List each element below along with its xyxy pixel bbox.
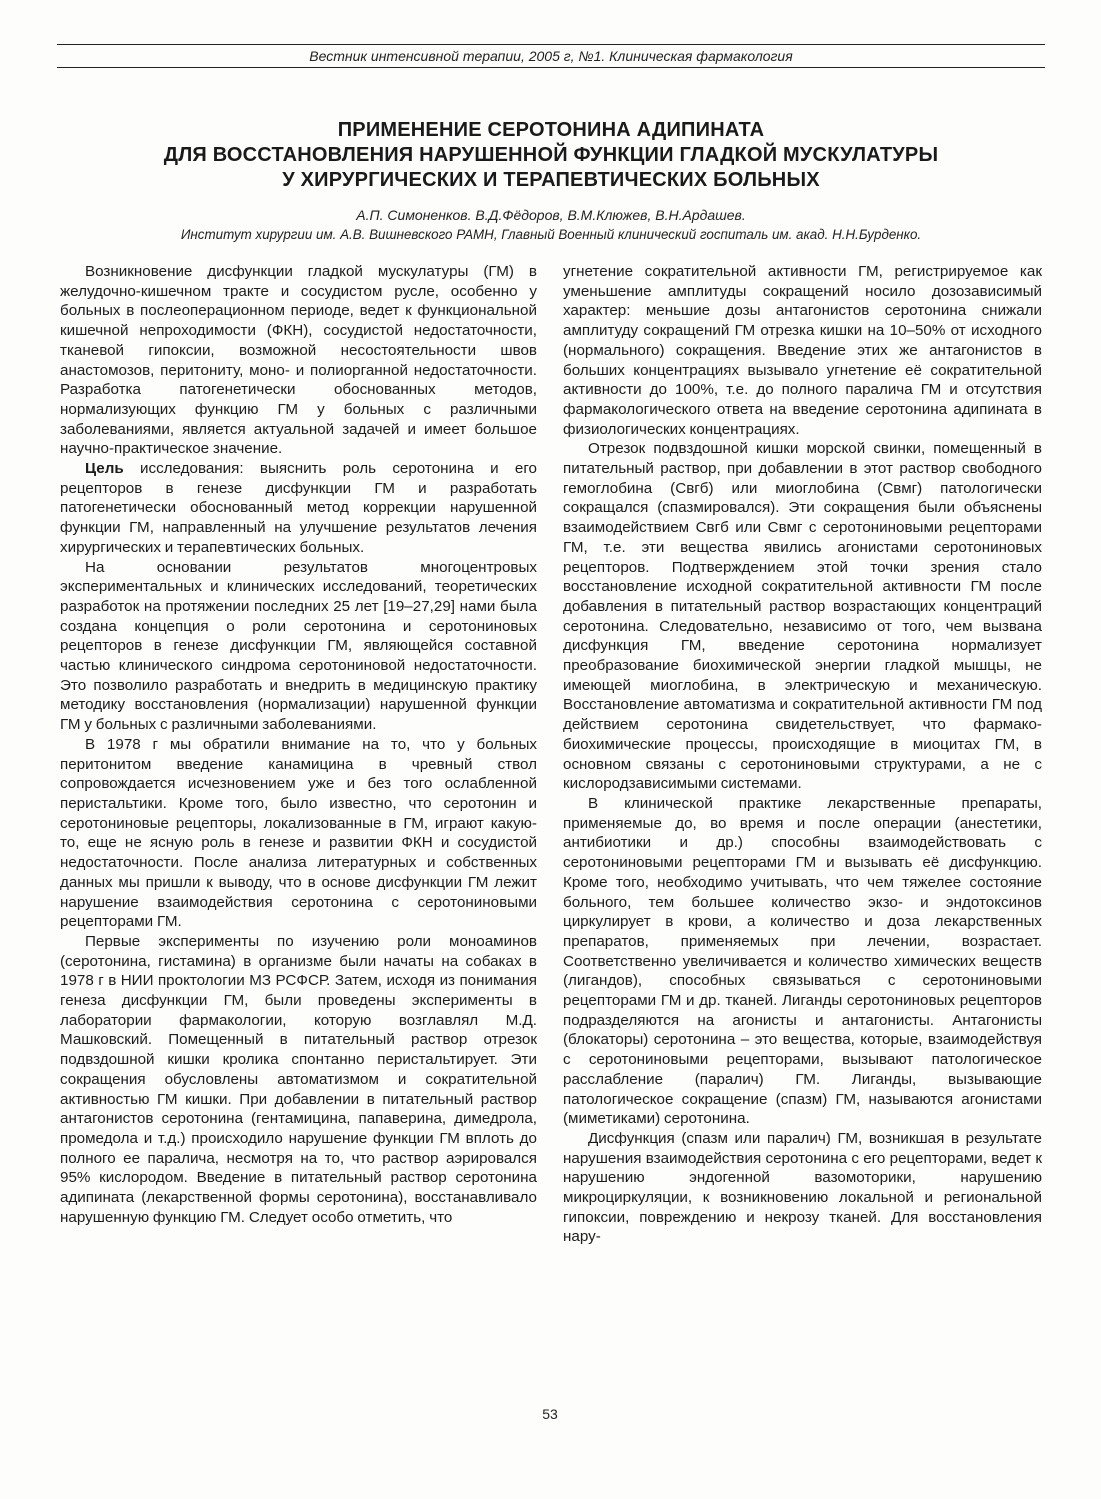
page-number: 53 <box>542 1406 558 1422</box>
paragraph: Дисфункция (спазм или паралич) ГМ, возникшая в результате нарушения взаимодействия серотонина с его рецепторами, ведет к нарушению эндогенной вазомоторики, нарушению микроциркуляции, к возникновению локальной и региональной гипоксии, повреждению и некрозу тканей. Для восстановления нару- <box>563 1129 1042 1246</box>
goal-lead: Цель <box>85 460 124 478</box>
paragraph: В 1978 г мы обратили внимание на то, что у больных перитонитом введение канамицина в чревный ствол сопровождается исчезновением уже и без того ослабленной перистальтики. Кроме того, было известно, что серотонин и серотониновые рецепторы, локализованные в ГМ, играют какую-то, еще не ясную роль в генезе и развитии ФКН и сосудистой недостаточности. После анализа литературных и собственных данных мы пришли к выводу, что в основе дисфункции ГМ лежит нарушение взаимодействия серотонина с серотониновыми рецепторами ГМ. <box>60 735 537 931</box>
title-line-1: ПРИМЕНЕНИЕ СЕРОТОНИНА АДИПИНАТА <box>337 119 765 141</box>
title-line-2: ДЛЯ ВОССТАНОВЛЕНИЯ НАРУШЕННОЙ ФУНКЦИИ ГЛАДКОЙ МУСКУЛАТУРЫ <box>163 144 939 166</box>
paragraph: В клинической практике лекарственные препараты, применяемые до, во время и после операции (анестетики, антибиотики и др.) способны взаимодействовать с серотониновыми рецепторами ГМ и вызывать её дисфункцию. Кроме того, необходимо учитывать, что чем тяжелее состояние больного, тем большее количество экзо- и эндотоксинов циркулирует в крови, а количество и доза лекарственных препаратов, применяемых при лечении, возрастает. Соответственно увеличивается и количество химических веществ (лигандов), способных связываться с серотониновыми рецепторами ГМ и др. тканей. Лиганды серотониновых рецепторов подразделяются на агонисты и антагонисты. Антагонисты (блокаторы) серотонина – это вещества, которые, взаимодействуя с серотониновыми рецепторами, вызывают патологическое расслабление (паралич) ГМ. Лиганды, вызывающие патологическое сокращение (спазм) ГМ, называются агонистами (миметиками) серотонина. <box>563 794 1042 1128</box>
right-column <box>563 262 1042 1247</box>
paragraph: На основании результатов многоцентровых экспериментальных и клинических исследований, теоретических разработок на протяжении последних 25 лет [19–27,29] нами была создана концепция о роли серотонина и серотониновых рецепторов в генезе дисфункции ГМ, являющейся составной частью клинического синдрома серотониновой недостаточности. Это позволило разработать и внедрить в медицинскую практику методику восстановления (нормализации) нарушенной функции ГМ у больных с различными заболеваниями. <box>60 558 537 734</box>
left-column <box>60 262 537 1227</box>
goal-text: исследования: выяснить роль серотонина и его рецепторов в генезе дисфункции ГМ и разработать патогенетически обоснованный метод коррекции нарушенной функции ГМ, направленный на улучшение результатов лечения хирургических и терапевтических больных. <box>60 460 537 556</box>
article-title <box>60 118 1042 193</box>
affiliation: Институт хирургии им. А.В. Вишневского РАМН, Главный Военный клинический госпиталь им. акад. Н.Н.Бурденко. <box>180 227 922 242</box>
title-line-3: У ХИРУРГИЧЕСКИХ И ТЕРАПЕВТИЧЕСКИХ БОЛЬНЫХ <box>282 169 820 191</box>
authors: А.П. Симоненков. В.Д.Фёдоров, В.М.Клюжев, В.Н.Ардашев. <box>356 207 746 223</box>
paragraph: Первые эксперименты по изучению роли моноаминов (серотонина, гистамина) в организме были начаты на собаках в 1978 г в НИИ проктологии МЗ РСФСР. Затем, исходя из понимания генеза дисфункции ГМ, были проведены эксперименты в лаборатории фармакологии, которую возглавлял М.Д. Машковский. Помещенный в питательный раствор отрезок подвздошной кишки кролика спонтанно перистальтирует. Эти сокращения обусловлены автоматизмом и сократительной активностью ГМ кишки. При добавлении в питательный раствор антагонистов серотонина (гентамицина, папаверина, димедрола, промедола и т.д.) происходило нарушение функции ГМ вплоть до полного ее паралича, несмотря на то, что раствор аэрировался 95% кислородом. Введение в питательный раствор серотонина адипината (лекарственной формы серотонина), восстанавливало нарушенную функцию ГМ. Следует особо отметить, что <box>60 932 537 1226</box>
paragraph-continued: угнетение сократительной активности ГМ, регистрируемое как уменьшение амплитуды сокращений носило дозозависимый характер: меньшие дозы антагонистов серотонина снижали амплитуду сокращений ГМ отрезка кишки на 10–50% от исходного (нормального) сокращения. Введение этих же антагонистов в больших концентрациях вызывало угнетение её сократительной активности до 100%, т.е. до полного паралича ГМ и отсутствия фармакологического ответа на введение серотонина адипината в физиологических концентрациях. <box>563 263 1042 438</box>
paragraph-goal <box>60 459 537 558</box>
paragraph: Отрезок подвздошной кишки морской свинки, помещенный в питательный раствор, при добавлении в этот раствор свободного гемоглобина (Свгб) или миоглобина (Свмг) патологически сокращался (спазмировался). Эти сокращения были объяснены взаимодействием Свгб или Свмг с серотониновыми рецепторами ГМ, т.е. эти вещества явились агонистами серотониновых рецепторов. Подтверждением этой точки зрения стало восстановление исходной сократительной активности ГМ после добавления в питательный раствор возрастающих концентраций серотонина. Следовательно, независимо от того, чем вызвана дисфункция ГМ, введение серотонина нормализует преобразование биохимической энергии гладкой мышцы, не имеющей миоглобина, в электрическую и механическую. Восстановление автоматизма и сократительной активности ГМ под действием серотонина свидетельствует, что фармако-биохимические процессы, происходящие в миоцитах ГМ, в основном связаны с серотониновыми структурами, а не с кислородзависимыми системами. <box>563 440 1042 793</box>
paragraph: Возникновение дисфункции гладкой мускулатуры (ГМ) в желудочно-кишечном тракте и сосудистом русле, особенно у больных в послеоперационном периоде, ведет к функциональной кишечной непроходимости (ФКН), сосудистой недостаточности, тканевой гипоксии, возможной несостоятельности швов анастомозов, перитониту, моно- и полиорганной недостаточности. Разработка патогенетически обоснованных методов, нормализующих функцию ГМ у больных с различными заболеваниями, является актуальной задачей и имеет большое научно-практическое значение. <box>60 263 537 458</box>
running-header: Вестник интенсивной терапии, 2005 г, №1. Клиническая фармакология <box>57 44 1045 68</box>
